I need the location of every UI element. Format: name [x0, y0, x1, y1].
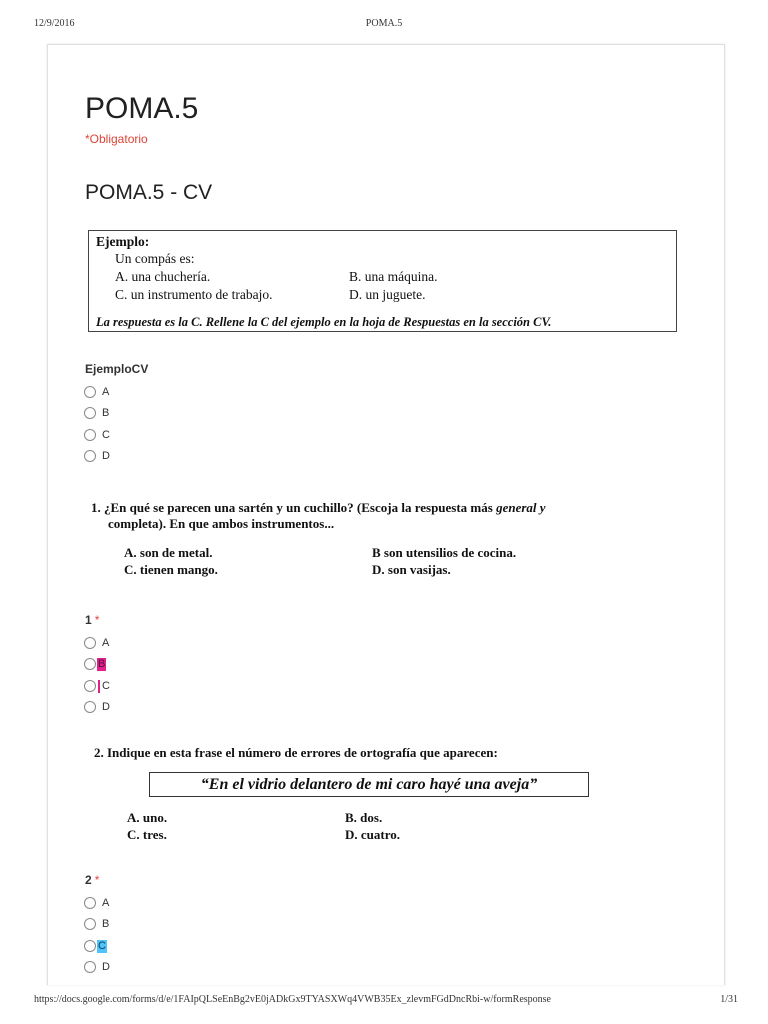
q1-option-c-text: C. tienen mango.	[124, 562, 218, 577]
option-label: D	[102, 960, 110, 973]
question-label-ejemplocv	[85, 362, 148, 376]
print-title: POMA.5	[365, 18, 403, 29]
radio-option-c[interactable]	[84, 938, 107, 954]
question-label-1	[85, 613, 99, 627]
text-cursor-marker	[98, 680, 100, 693]
radio-option-a[interactable]	[84, 895, 110, 911]
example-note: La respuesta es la C. Rellene la C del ejemplo en la hoja de Respuestas en la sección CV.	[96, 315, 552, 329]
question-title: EjemploCV	[85, 362, 149, 376]
option-label: B	[102, 917, 110, 930]
radio-circle[interactable]	[84, 429, 96, 441]
example-stem: Un compás es:	[115, 251, 195, 266]
option-label: A	[102, 636, 110, 649]
radio-option-c[interactable]	[84, 678, 111, 694]
option-label: A	[102, 896, 110, 909]
q1-line1-text: 1. ¿En qué se parecen una sartén y un cuchillo? (Escoja la respuesta más	[91, 500, 497, 515]
q2-sentence: “En el vidrio delantero de mi caro hayé una aveja”	[149, 772, 589, 797]
radio-option-b[interactable]	[84, 656, 106, 672]
radio-circle[interactable]	[84, 940, 96, 952]
option-label-highlighted: B	[98, 657, 106, 670]
print-header	[0, 18, 768, 32]
option-label: C	[102, 679, 110, 692]
q1-line1	[91, 500, 546, 516]
radio-circle[interactable]	[84, 701, 96, 713]
q2-option-b-text: B. dos.	[345, 810, 383, 825]
radio-circle[interactable]	[84, 386, 96, 398]
q1-line1-italic: general y	[496, 500, 546, 515]
q1-option-b-text: B son utensilios de cocina.	[372, 545, 517, 560]
radio-option-a[interactable]	[84, 384, 110, 400]
option-label: C	[102, 428, 110, 441]
radio-circle[interactable]	[84, 407, 96, 419]
q2-option-d-text: D. cuatro.	[345, 827, 401, 842]
option-label: A	[102, 385, 110, 398]
form-title: POMA.5	[85, 92, 199, 125]
radio-circle[interactable]	[84, 897, 96, 909]
radio-circle[interactable]	[84, 637, 96, 649]
radio-circle[interactable]	[84, 658, 96, 670]
q2-option-c-text: C. tres.	[127, 827, 167, 842]
question-title: 2	[85, 873, 92, 887]
q2-line1: 2. Indique en esta frase el número de errores de ortografía que aparecen:	[94, 745, 498, 760]
example-option-a: A. una chuchería.	[115, 269, 211, 284]
print-date: 12/9/2016	[34, 18, 75, 29]
radio-circle[interactable]	[84, 450, 96, 462]
example-image	[88, 230, 677, 332]
radio-circle[interactable]	[84, 918, 96, 930]
example-option-c: C. un instrumento de trabajo.	[115, 287, 273, 302]
example-option-b: B. una máquina.	[349, 269, 438, 284]
radio-option-b[interactable]	[84, 405, 110, 421]
radio-option-d[interactable]	[84, 699, 111, 715]
q1-line2: completa). En que ambos instrumentos...	[108, 516, 335, 531]
radio-circle[interactable]	[84, 680, 96, 692]
required-asterisk: *	[94, 613, 100, 627]
required-note: *Obligatorio	[85, 132, 148, 146]
q2-option-a-text: A. uno.	[127, 810, 168, 825]
question-label-2	[85, 873, 99, 887]
example-heading: Ejemplo:	[96, 234, 150, 249]
radio-circle[interactable]	[84, 961, 96, 973]
radio-option-d[interactable]	[84, 448, 111, 464]
question-title: 1	[85, 613, 92, 627]
option-label: D	[102, 449, 110, 462]
print-footer	[0, 994, 768, 1008]
q1-option-d-text: D. son vasijas.	[372, 562, 451, 577]
radio-option-c[interactable]	[84, 427, 111, 443]
section-title: POMA.5 - CV	[85, 181, 213, 204]
option-label-highlighted: C	[98, 939, 106, 952]
radio-option-d[interactable]	[84, 959, 111, 975]
q1-option-a-text: A. son de metal.	[124, 545, 213, 560]
option-label: D	[102, 700, 110, 713]
option-label: B	[102, 406, 110, 419]
example-option-d: D. un juguete.	[349, 287, 426, 302]
radio-option-b[interactable]	[84, 916, 110, 932]
print-url[interactable]: https://docs.google.com/forms/d/e/1FAIpQLSeEnBg2vE0jADkGx9TYASXWq4VWB35Ex_zlevmFGdDncRbi-w/formResponse	[34, 994, 551, 1005]
print-page-number: 1/31	[720, 994, 738, 1005]
required-asterisk: *	[94, 873, 100, 887]
radio-option-a[interactable]	[84, 635, 110, 651]
